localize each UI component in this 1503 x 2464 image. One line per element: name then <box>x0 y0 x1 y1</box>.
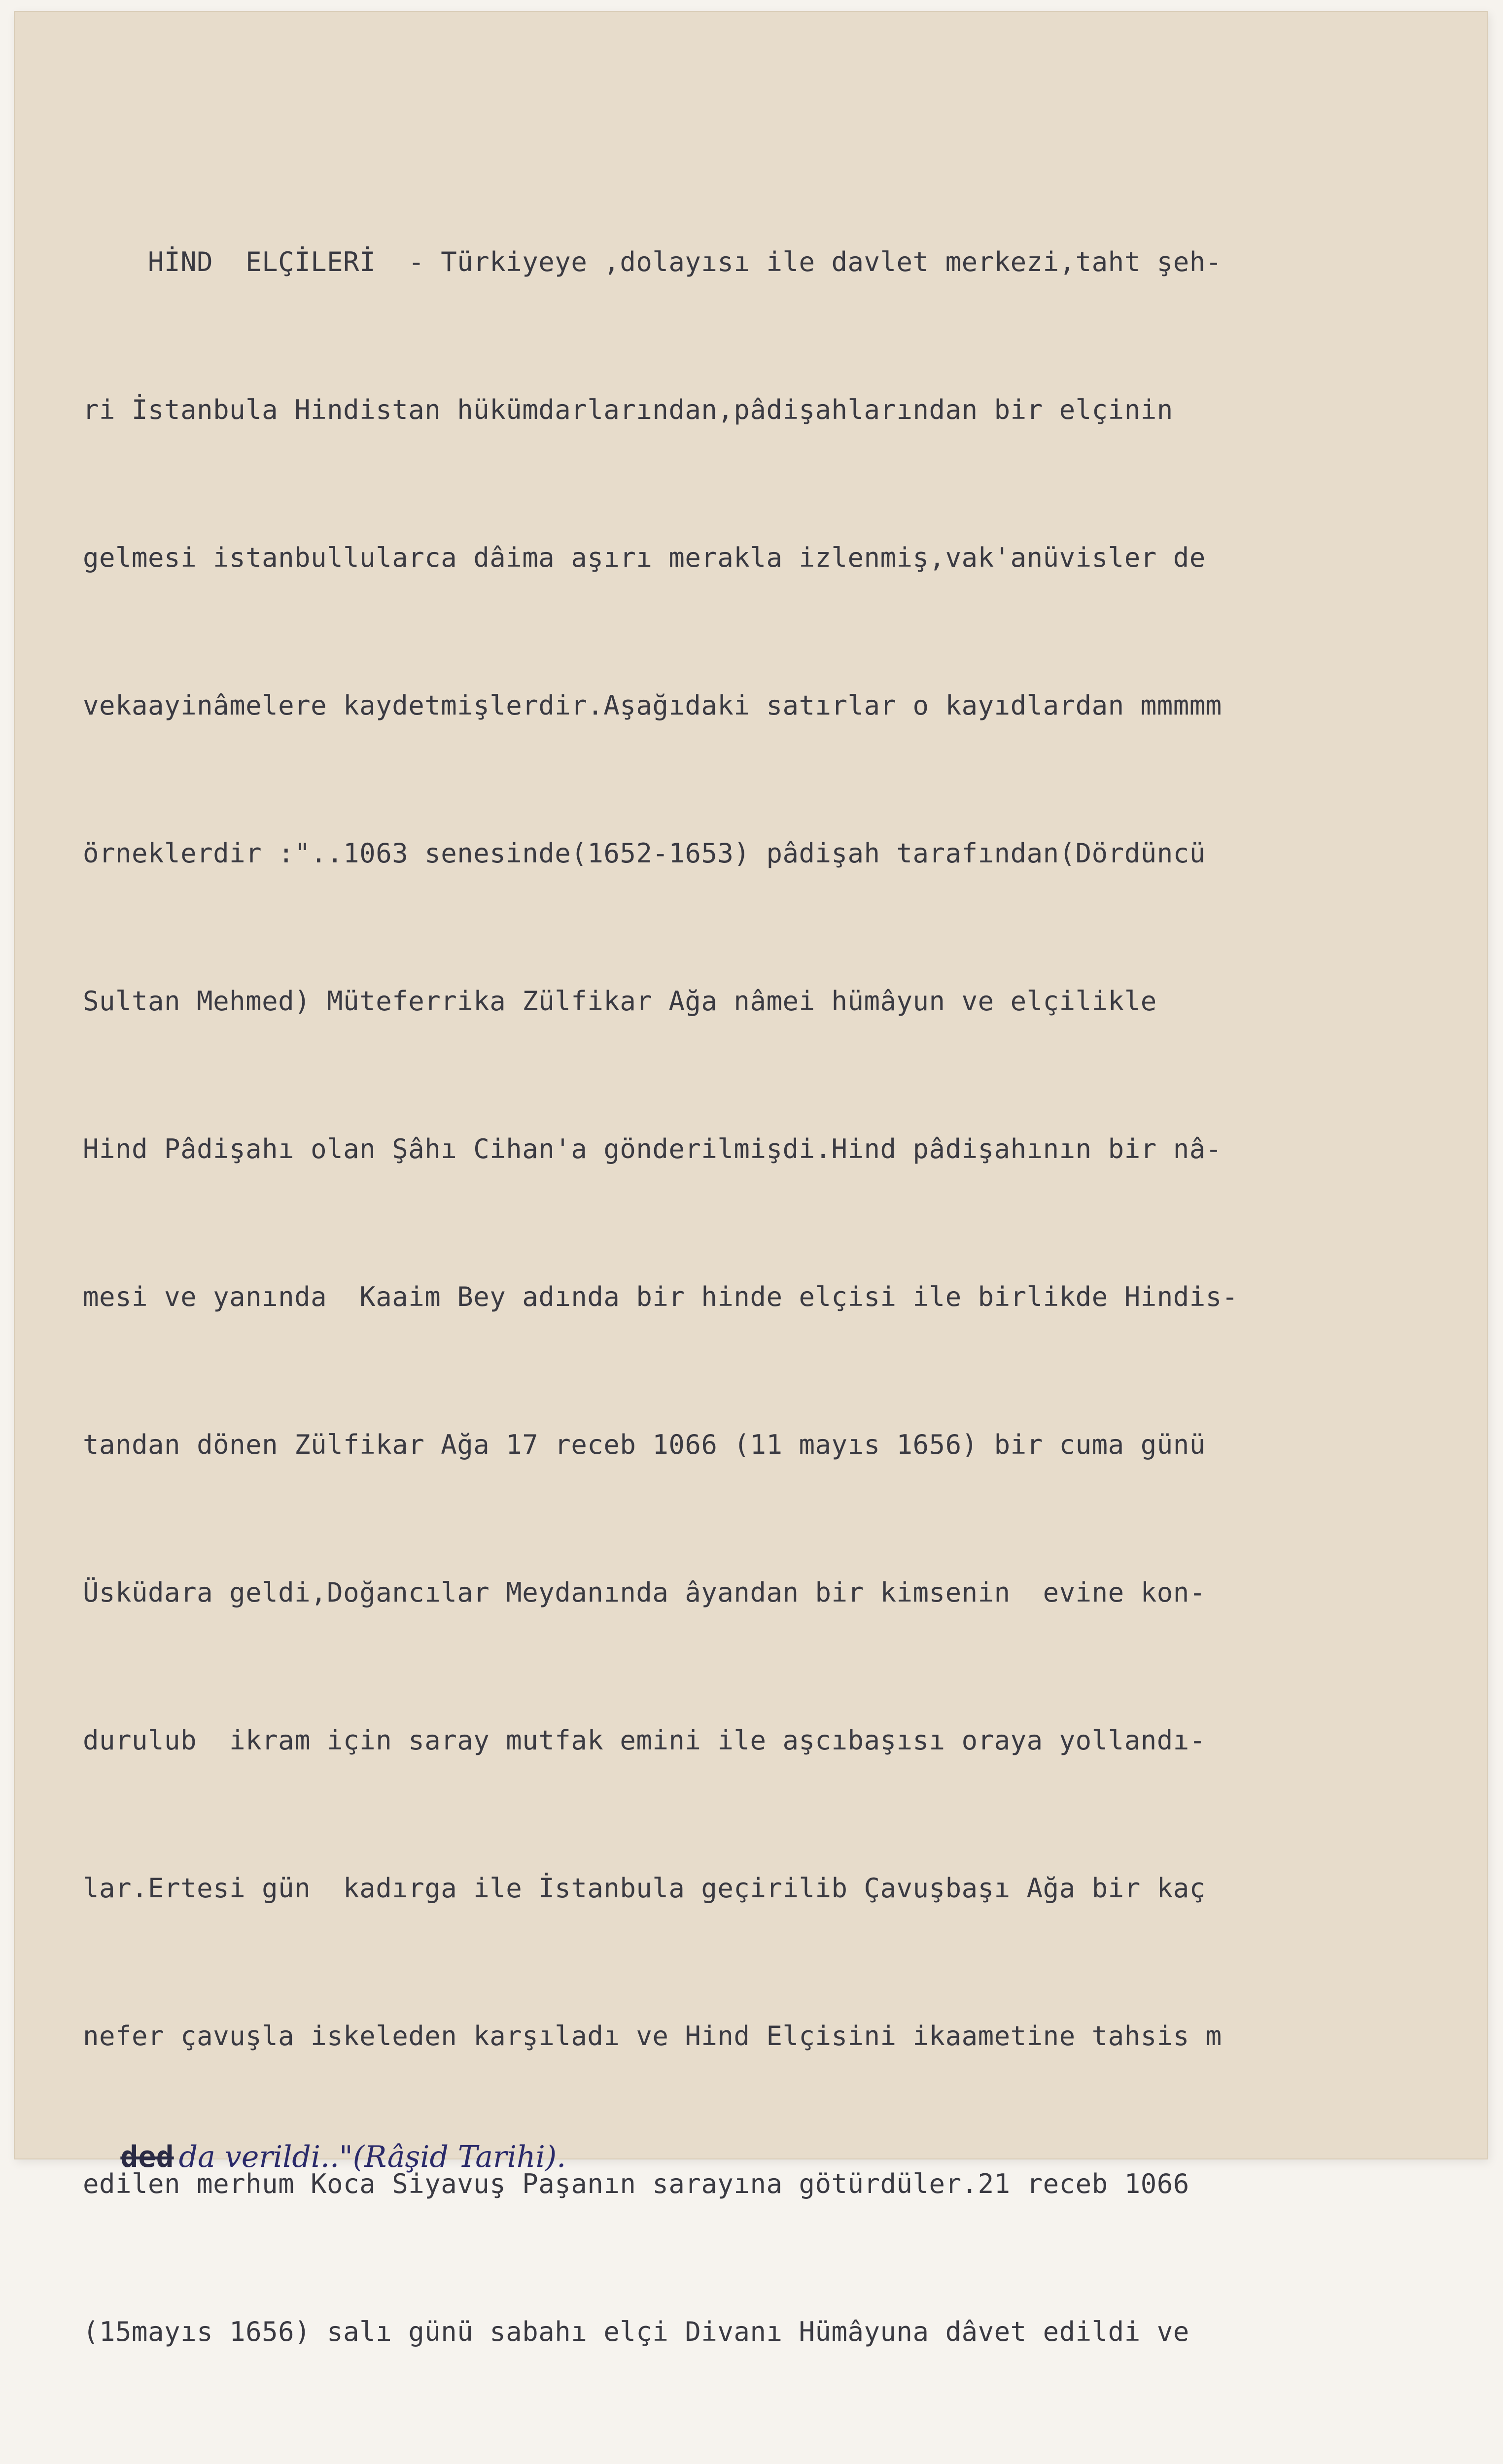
text-line: durulub ikram için saray mutfak emini ile aşcıbaşısı oraya yollandı- <box>83 1725 1206 1756</box>
text-line: Sultan Mehmed) Müteferrika Zülfikar Ağa nâmei hümâyun ve elçilikle <box>83 986 1157 1017</box>
text-line: tandan dönen Zülfikar Ağa 17 receb 1066 (11 mayıs 1656) bir cuma günü <box>83 1429 1206 1460</box>
text-line: (15mayıs 1656) salı günü sabahı elçi Divanı Hümâyuna dâvet edildi ve <box>83 2316 1189 2347</box>
text-line: örneklerdir :"..1063 senesinde(1652-1653) pâdişah tarafından(Dördüncü <box>83 838 1206 869</box>
text-line: lar.Ertesi gün kadırga ile İstanbula geçirilib Çavuşbaşı Ağa bir kaç <box>83 1873 1206 1904</box>
text-line <box>83 2455 1478 2464</box>
text-line: gelmesi istanbullularca dâima aşırı merakla izlenmiş,vak'anüvisler de <box>83 542 1206 573</box>
handwritten-annotation <box>83 2105 566 2209</box>
text-line: nefer çavuşla iskeleden karşıladı ve Hind Elçisini ikaametine tahsis m <box>83 2020 1222 2052</box>
text-line: mesi ve yanında Kaaim Bey adında bir hinde elçisi ile birlikde Hindis- <box>83 1281 1238 1312</box>
text-line: ri İstanbula Hindistan hükümdarlarından,pâdişahlarından bir elçinin <box>83 394 1173 425</box>
text-line: Üsküdara geldi,Doğancılar Meydanında âyandan bir kimsenin evine kon- <box>83 1577 1206 1608</box>
text-line: edilen merhum Koca Siyavuş Paşanın sarayına götürdüler.21 receb 1066 <box>83 2168 1189 2199</box>
handwritten-text: da verildi.."(Râşid Tarihi). <box>178 2140 566 2174</box>
text-line: HİND ELÇİLERİ - Türkiyeye ,dolayısı ile davlet merkezi,taht şeh- <box>83 246 1222 277</box>
text-line: Hind Pâdişahı olan Şâhı Cihan'a gönderilmişdi.Hind pâdişahının bir nâ- <box>83 1133 1222 1164</box>
document-page <box>14 11 1488 2347</box>
struck-out-word: ded <box>120 2140 174 2174</box>
text-line: vekaayinâmelere kaydetmişlerdir.Aşağıdaki satırlar o kayıdlardan mmmmm <box>83 690 1222 721</box>
